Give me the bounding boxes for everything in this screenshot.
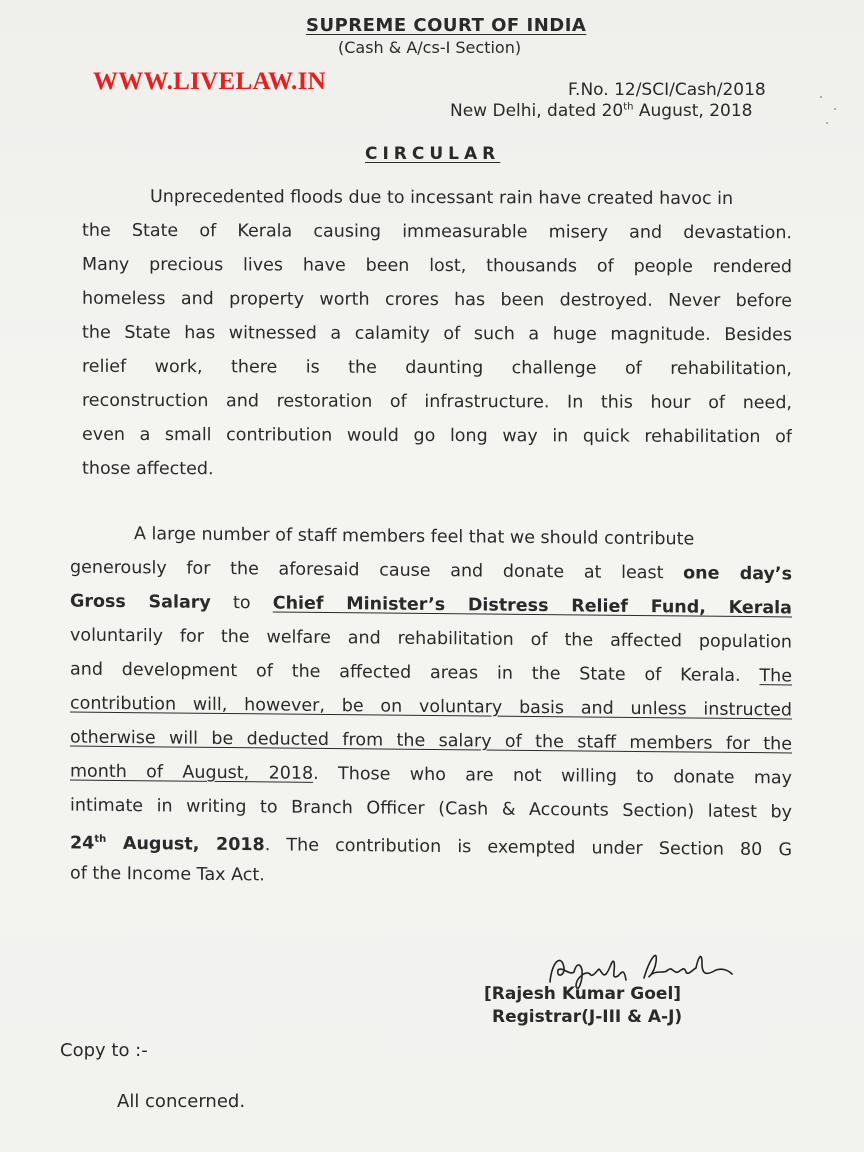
para1-line: relief work, there is the daunting challenge of rehabilitation,	[82, 356, 792, 380]
date-ordinal: th	[623, 101, 634, 113]
paper-speck	[834, 108, 836, 110]
document-heading: CIRCULAR	[365, 144, 501, 164]
para1-line: reconstruction and restoration of infrastructure. In this hour of need,	[82, 390, 792, 414]
para1-line: even a small contribution would go long way in quick rehabilitation of	[82, 424, 792, 448]
para1-line: the State has witnessed a calamity of such a huge magnitude. Besides	[82, 322, 792, 346]
para1-line: Unprecedented floods due to incessant rain have created havoc in	[150, 186, 734, 210]
para2-text: . The contribution is exempted under Section 80 G	[264, 835, 792, 861]
copy-to-recipients: All concerned.	[117, 1091, 246, 1112]
para2-line: of the Income Tax Act.	[70, 863, 265, 886]
para1-line: homeless and property worth crores has been destroyed. Never before	[82, 288, 792, 312]
para1-line: the State of Kerala causing immeasurable misery and devastation.	[82, 220, 792, 244]
signatory-designation: Registrar(J-III & A-J)	[492, 1007, 683, 1027]
section-name: (Cash & A/cs-I Section)	[338, 38, 522, 57]
paper-speck	[826, 122, 828, 124]
para2-line: voluntarily for the welfare and rehabilitation of the affected population	[70, 625, 792, 653]
watermark: WWW.LIVELAW.IN	[93, 68, 326, 95]
voluntary-clause: month of August, 2018	[70, 761, 314, 784]
paragraph-1	[82, 180, 792, 488]
deadline-day: 24	[70, 833, 95, 854]
voluntary-clause: contribution will, however, be on voluntary basis and unless instructed	[70, 693, 792, 721]
para1-line: those affected.	[82, 458, 214, 480]
voluntary-clause: otherwise will be deducted from the salary of the staff members for the	[70, 727, 792, 755]
deadline-ordinal: th	[94, 833, 107, 845]
date-prefix: New Delhi, dated 20	[450, 101, 624, 121]
para2-text: . Those who are not willing to donate may	[313, 763, 792, 789]
para1-line: Many precious lives have been lost, thousands of people rendered	[82, 254, 792, 278]
voluntary-clause: The	[759, 666, 792, 687]
para2-line: A large number of staff members feel that we should contribute	[134, 524, 695, 550]
signatory-name: [Rajesh Kumar Goel]	[484, 984, 682, 1004]
one-day-emphasis: one day’s	[683, 563, 792, 585]
para2-text: and development of the affected areas in the State of Kerala.	[70, 659, 760, 687]
copy-to-label: Copy to :-	[60, 1040, 148, 1061]
gross-salary-emphasis: Gross Salary	[70, 591, 211, 613]
relief-fund-name: Chief Minister’s Distress Relief Fund, Kerala	[272, 593, 792, 619]
paragraph-2	[70, 517, 792, 898]
date-suffix: August, 2018	[633, 101, 753, 121]
para2-text: generously for the aforesaid cause and donate at least	[70, 557, 684, 584]
court-title: SUPREME COURT OF INDIA	[306, 15, 587, 36]
para2-line: intimate in writing to Branch Officer (Cash & Accounts Section) latest by	[70, 795, 792, 823]
deadline-month: August, 2018	[106, 833, 265, 856]
file-number: F.No. 12/SCI/Cash/2018	[568, 80, 766, 100]
para2-text: to	[210, 592, 273, 614]
date-line	[450, 101, 752, 121]
paper-speck	[820, 96, 822, 98]
